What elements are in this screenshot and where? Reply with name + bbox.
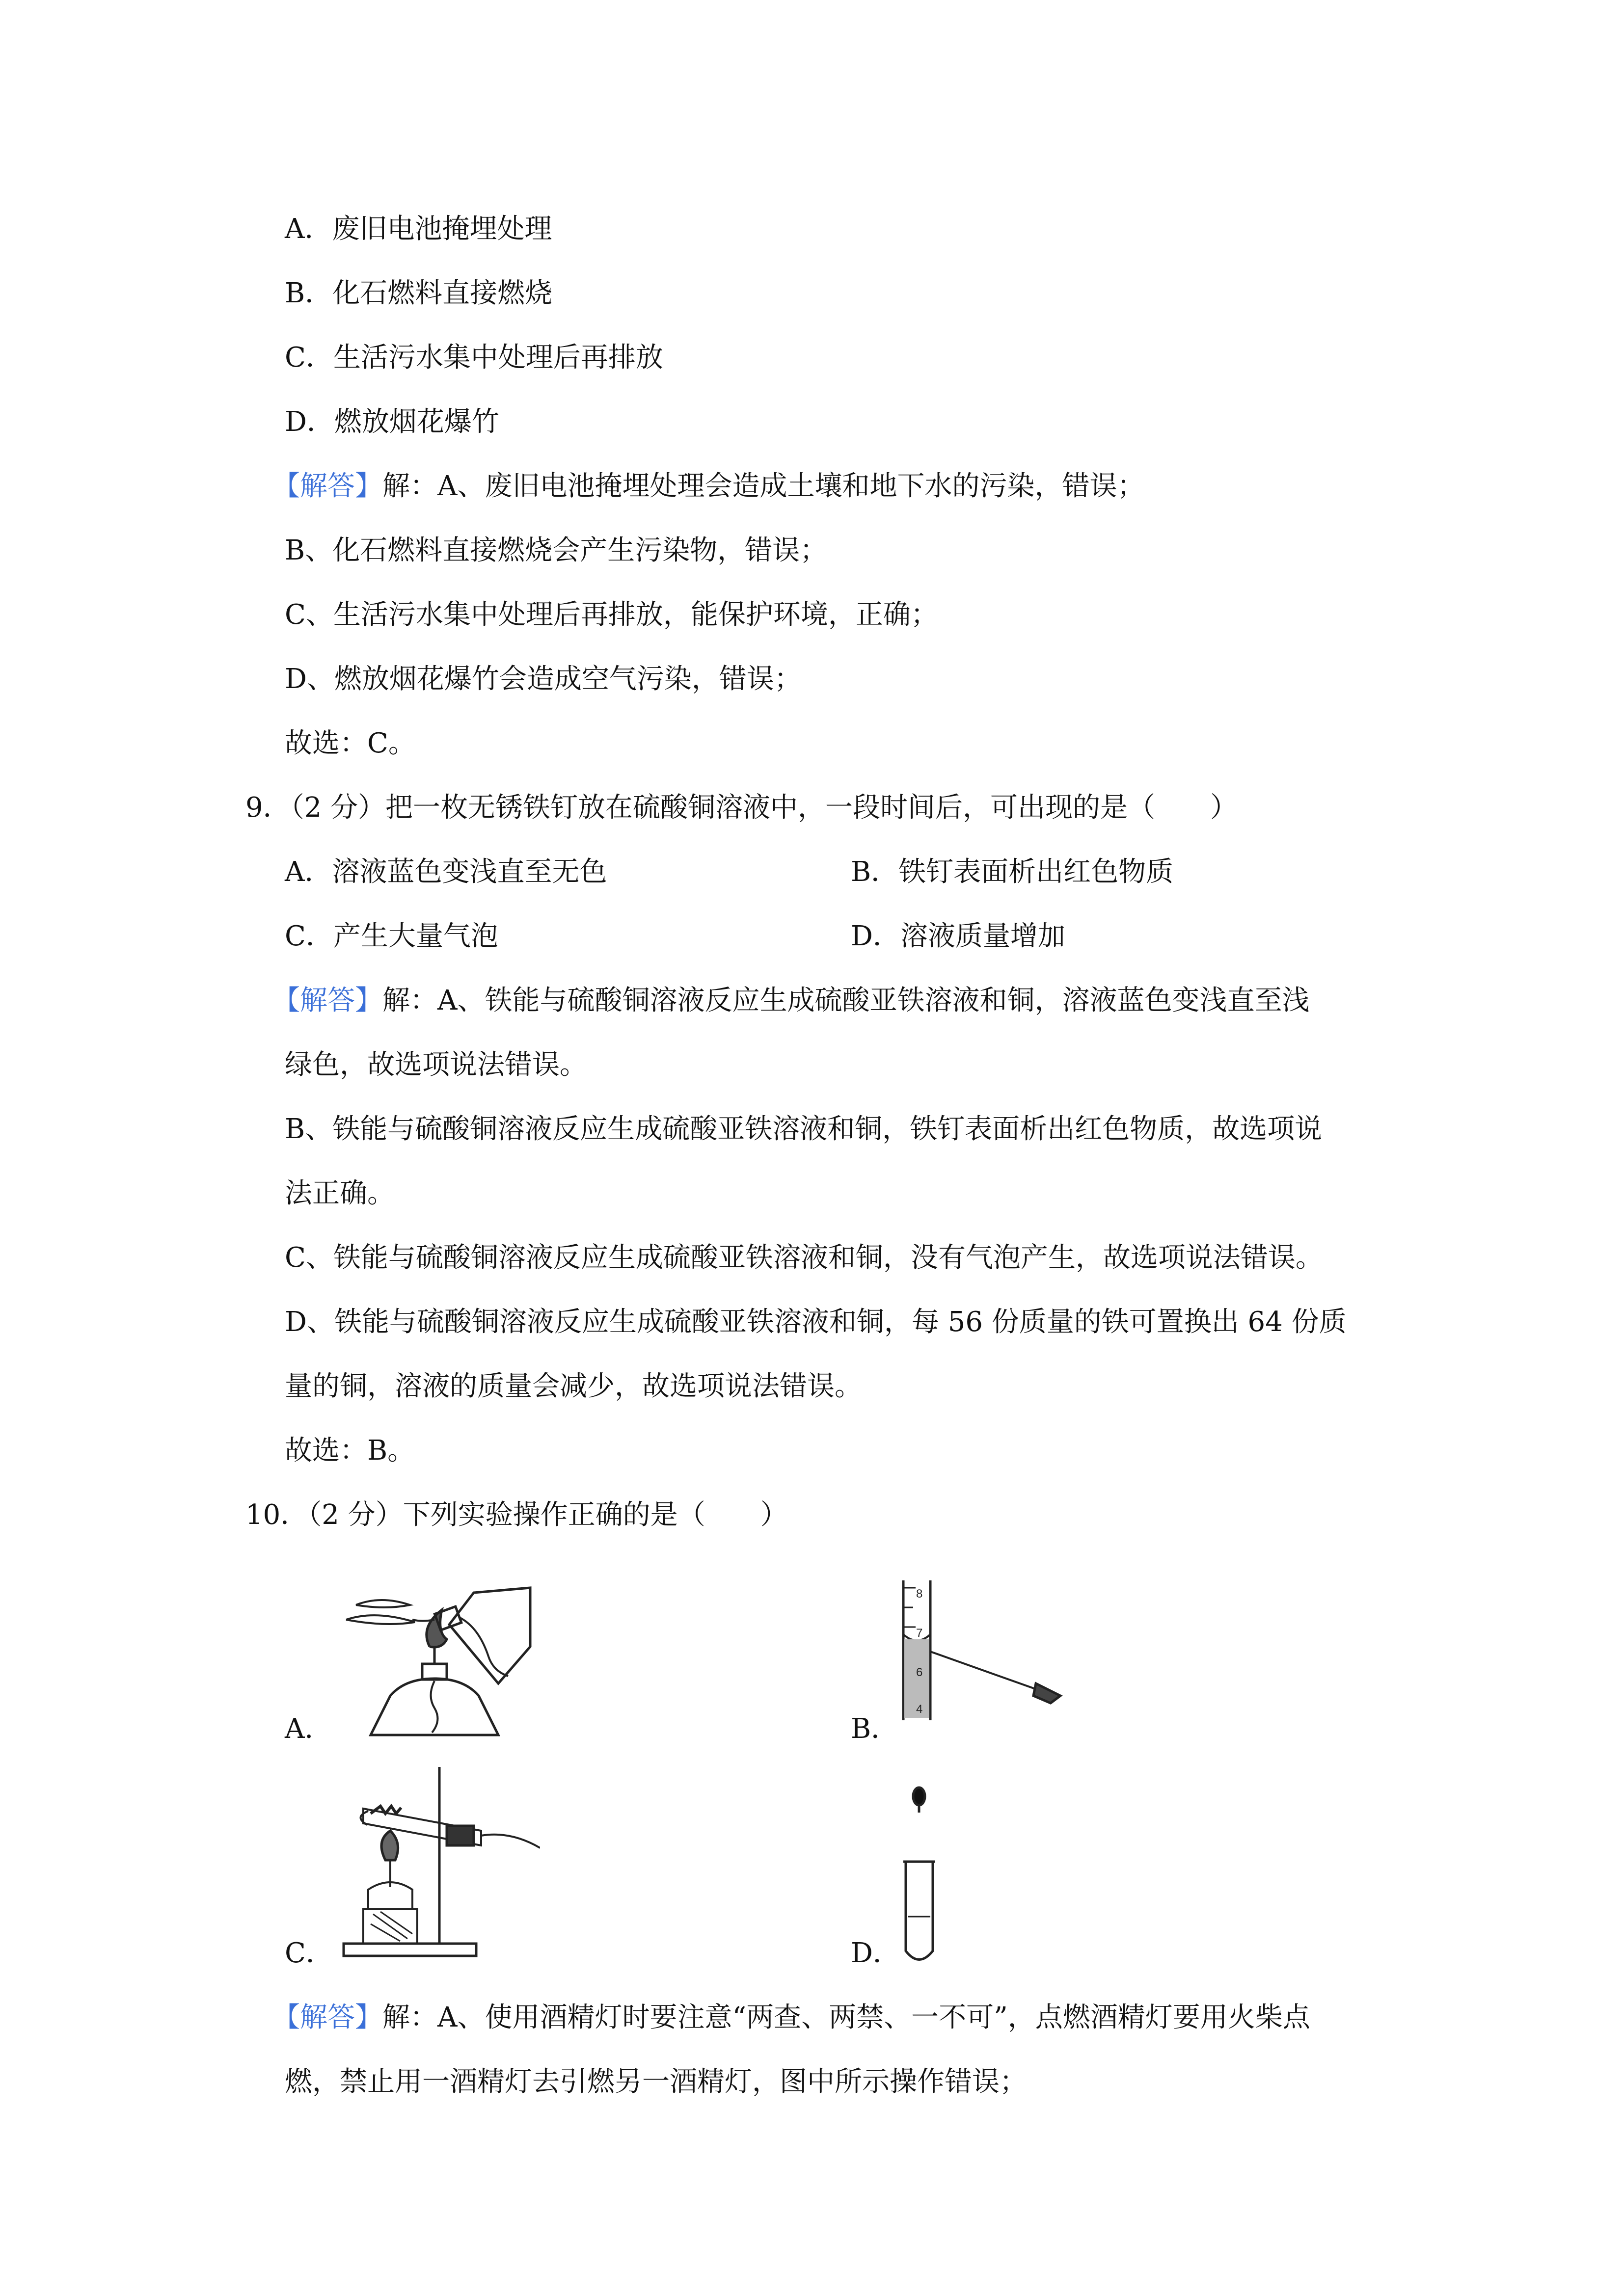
- figure-c-heating-test-tube: [334, 1762, 540, 1968]
- q8-answer-line2: B、化石燃料直接燃烧会产生污染物，错误；: [285, 534, 828, 566]
- q8-answer-line5: 故选：C。: [285, 727, 416, 759]
- q9-option-d: D．溶液质量增加: [851, 920, 1065, 952]
- answer-tag: 【解答】: [272, 985, 382, 1016]
- q9-answer-line8: 故选：B。: [285, 1435, 415, 1467]
- figure-d-dropper-test-tube: [903, 1784, 962, 1966]
- q8-answer-line4: D、燃放烟花爆竹会造成空气污染，错误；: [285, 663, 802, 695]
- svg-text:4: 4: [916, 1703, 923, 1716]
- figure-a-alcohol-lamps: [336, 1578, 533, 1745]
- q9-answer-line7: 量的铜，溶液的质量会减少，故选项说法错误。: [285, 1370, 862, 1402]
- q9-answer-line6: D、铁能与硫酸铜溶液反应生成硫酸亚铁溶液和铜，每 56 份质量的铁可置换出 64 份质: [285, 1306, 1347, 1338]
- q9-option-a: A．溶液蓝色变浅直至无色: [285, 856, 607, 888]
- q10-stem: 10．（2 分）下列实验操作正确的是（ ）: [245, 1499, 788, 1531]
- q9-answer-line3: B、铁能与硫酸铜溶液反应生成硫酸亚铁溶液和铜，铁钉表面析出红色物质，故选项说: [285, 1113, 1323, 1145]
- svg-text:7: 7: [916, 1627, 923, 1640]
- q9-answer-line2: 绿色，故选项说法错误。: [285, 1049, 587, 1081]
- q9-stem: 9．（2 分）把一枚无锈铁钉放在硫酸铜溶液中，一段时间后，可出现的是（ ）: [245, 792, 1238, 824]
- q9-option-c: C．产生大量气泡: [285, 920, 498, 952]
- svg-text:6: 6: [916, 1666, 923, 1679]
- q8-answer-line3: C、生活污水集中处理后再排放，能保护环境，正确；: [285, 599, 938, 631]
- figure-a-label: A．: [285, 1713, 332, 1745]
- q9-answer-line5: C、铁能与硫酸铜溶液反应生成硫酸亚铁溶液和铜，没有气泡产生，故选项说法错误。: [285, 1242, 1323, 1274]
- q8-option-a: A．废旧电池掩埋处理: [285, 213, 552, 245]
- q8-option-d: D．燃放烟花爆竹: [285, 406, 499, 438]
- q8-option-c: C．生活污水集中处理后再排放: [285, 342, 663, 374]
- figure-b-graduated-cylinder: [893, 1578, 1080, 1725]
- svg-text:8: 8: [916, 1587, 923, 1601]
- q9-answer-line4: 法正确。: [285, 1177, 395, 1209]
- figure-b-label: B．: [851, 1713, 899, 1745]
- q8-answer-line1: 【解答】解：A、废旧电池掩埋处理会造成土壤和地下水的污染，错误；: [272, 470, 1145, 502]
- answer-tag: 【解答】: [272, 470, 382, 502]
- figure-c-label: C．: [285, 1937, 333, 1969]
- answer-tag: 【解答】: [272, 2002, 382, 2033]
- q9-option-b: B．铁钉表面析出红色物质: [851, 856, 1174, 888]
- figure-d-label: D．: [851, 1937, 900, 1969]
- q9-answer-line1: 【解答】解：A、铁能与硫酸铜溶液反应生成硫酸亚铁溶液和铜，溶液蓝色变浅直至浅: [272, 985, 1310, 1016]
- q10-answer-line2: 燃，禁止用一酒精灯去引燃另一酒精灯，图中所示操作错误；: [285, 2066, 1027, 2098]
- q8-option-b: B．化石燃料直接燃烧: [285, 277, 553, 309]
- q10-answer-line1: 【解答】解：A、使用酒精灯时要注意“两查、两禁、一不可”，点燃酒精灯要用火柴点: [272, 2002, 1310, 2033]
